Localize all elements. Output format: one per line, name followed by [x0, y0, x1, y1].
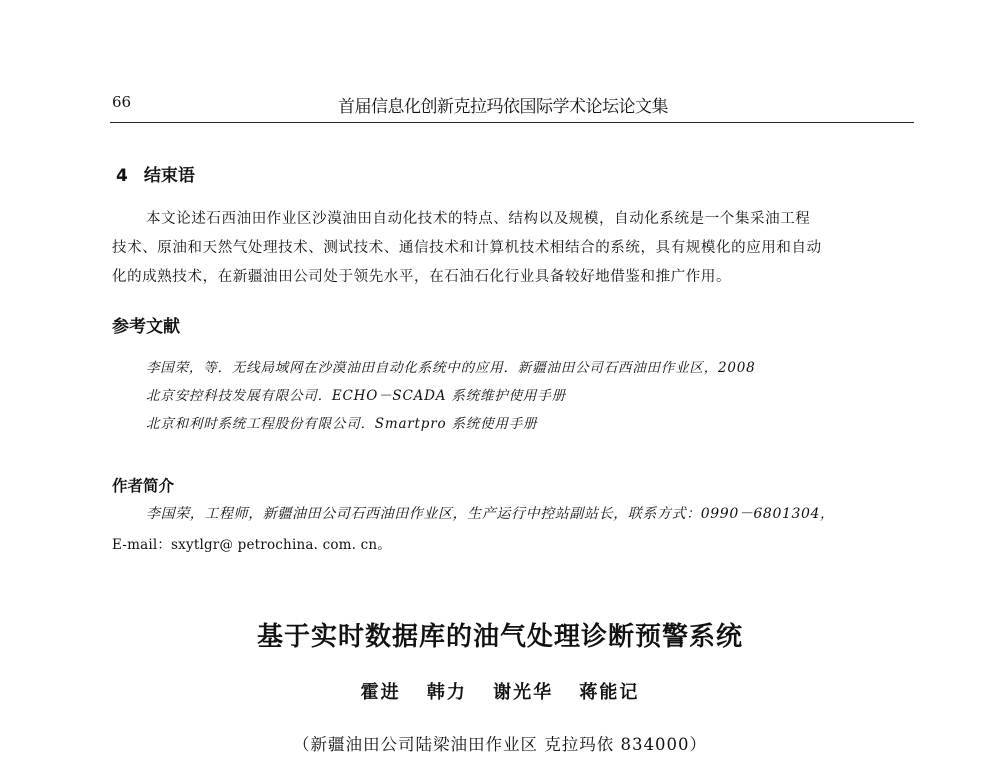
- section-heading: [116, 161, 195, 186]
- section-number: 4: [116, 166, 128, 186]
- author-bio-line: E-mail：sxytlgr@ petrochina. com. cn。: [112, 537, 392, 553]
- section-title: 结束语: [143, 166, 195, 186]
- paragraph-line: 本文论述石西油田作业区沙漠油田自动化技术的特点、结构以及规模，自动化系统是一个集采油工程: [146, 211, 811, 227]
- header-rule: [110, 122, 914, 123]
- author-bio-line: 李国荣，工程师，新疆油田公司石西油田作业区，生产运行中控站副站长，联系方式：0990－6801304，: [146, 506, 835, 522]
- paragraph-line: 化的成熟技术，在新疆油田公司处于领先水平，在石油石化行业具备较好地借鉴和推广作用。: [112, 269, 732, 285]
- reference-item: 李国荣，等．无线局域网在沙漠油田自动化系统中的应用．新疆油田公司石西油田作业区，2008: [146, 360, 756, 376]
- reference-item: 北京安控科技发展有限公司．ECHO－SCADA 系统维护使用手册: [146, 388, 566, 404]
- page-number: 66: [112, 93, 132, 111]
- author-bio-heading: 作者简介: [112, 477, 175, 495]
- article-title: 基于实时数据库的油气处理诊断预警系统: [256, 622, 743, 652]
- reference-item: 北京和利时系统工程股份有限公司．Smartpro 系统使用手册: [146, 416, 538, 432]
- references-heading: 参考文献: [112, 317, 180, 337]
- article-affiliation: （新疆油田公司陆梁油田作业区 克拉玛依 834000）: [293, 735, 707, 754]
- running-title: 首届信息化创新克拉玛依国际学术论坛论文集: [338, 97, 668, 117]
- paragraph-line: 技术、原油和天然气处理技术、测试技术、通信技术和计算机技术相结合的系统，具有规模化的应用和自动: [112, 240, 822, 256]
- article-authors: 霍进 韩力 谢光华 蒋能记: [360, 682, 640, 703]
